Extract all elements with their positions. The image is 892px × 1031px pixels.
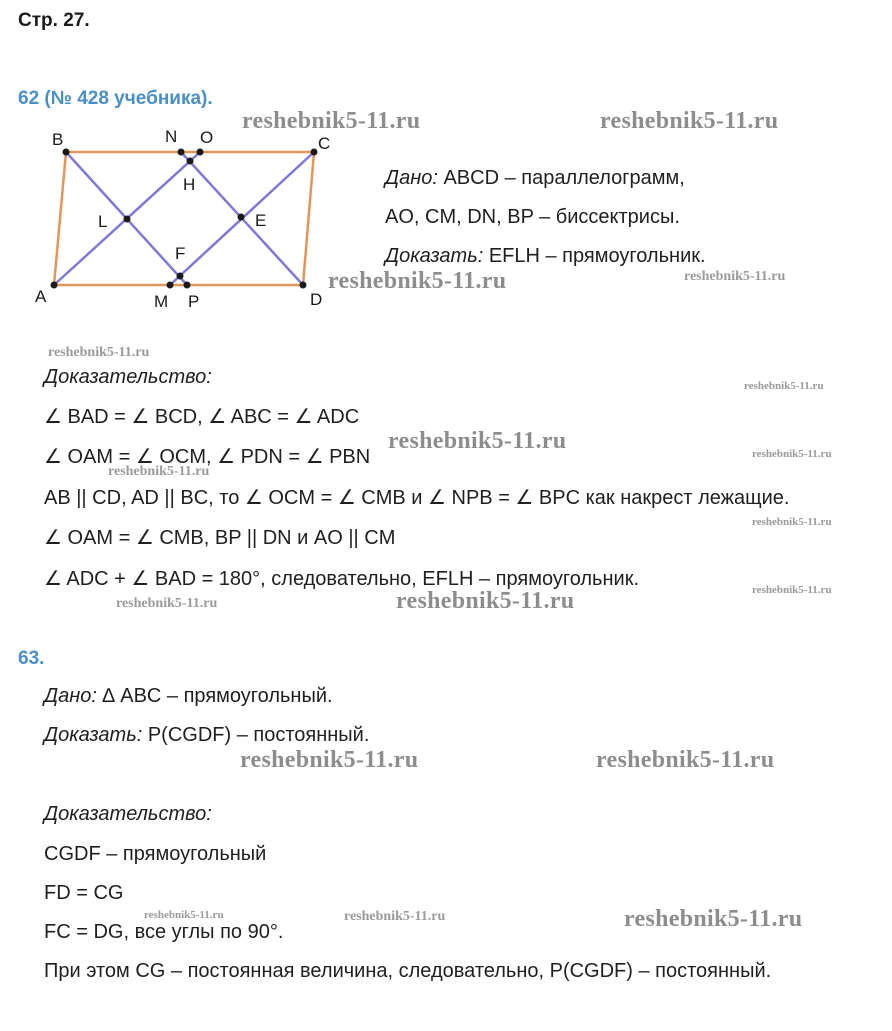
watermark: reshebnik5-11.ru bbox=[328, 268, 507, 294]
watermark: reshebnik5-11.ru bbox=[600, 108, 779, 134]
task-63-proof-line-1: CGDF – прямоугольный bbox=[44, 843, 267, 865]
watermark: reshebnik5-11.ru bbox=[624, 906, 803, 932]
point-o bbox=[197, 149, 204, 156]
task-63-prove bbox=[44, 724, 369, 747]
point-n bbox=[178, 149, 185, 156]
watermark: reshebnik5-11.ru bbox=[240, 747, 419, 773]
prove-text: EFLH – прямоугольник. bbox=[483, 245, 706, 267]
given-label: Дано: bbox=[385, 167, 438, 189]
task-63-heading: 63. bbox=[18, 648, 45, 669]
watermark: reshebnik5-11.ru bbox=[48, 345, 150, 360]
parallelogram-figure bbox=[30, 125, 370, 315]
watermark: reshebnik5-11.ru bbox=[744, 380, 824, 392]
point-b bbox=[63, 149, 70, 156]
point-m bbox=[167, 282, 174, 289]
label-b: B bbox=[52, 130, 64, 149]
watermark: reshebnik5-11.ru bbox=[684, 269, 786, 284]
task-62-proof-line-4: ∠ OAM = ∠ CMB, BP || DN и AO || CM bbox=[44, 527, 396, 549]
label-m: M bbox=[154, 292, 169, 311]
label-f: F bbox=[175, 244, 186, 263]
point-p bbox=[184, 282, 191, 289]
task-62-proof-line-5: ∠ ADC + ∠ BAD = 180°, следовательно, EFLH – прямоугольник. bbox=[44, 568, 639, 590]
watermark: reshebnik5-11.ru bbox=[752, 516, 832, 528]
watermark: reshebnik5-11.ru bbox=[344, 909, 446, 924]
point-l bbox=[124, 216, 131, 223]
task-62-proof-line-1: ∠ BAD = ∠ BCD, ∠ ABC = ∠ ADC bbox=[44, 406, 360, 428]
prove-text: P(CGDF) – постоянный. bbox=[142, 724, 370, 746]
watermark: reshebnik5-11.ru bbox=[752, 584, 832, 596]
label-a: A bbox=[35, 287, 47, 306]
side-ab bbox=[54, 152, 66, 285]
point-h bbox=[187, 158, 194, 165]
watermark: reshebnik5-11.ru bbox=[396, 588, 575, 614]
parallelogram-sides bbox=[54, 152, 314, 285]
label-c: C bbox=[318, 134, 331, 153]
task-62-prove bbox=[385, 245, 706, 268]
label-o: O bbox=[200, 128, 214, 147]
page-number: Стр. 27. bbox=[18, 10, 90, 31]
task-63-given bbox=[44, 685, 333, 708]
task-62-proof-line-3: AB || CD, AD || BC, то ∠ OCM = ∠ CMB и ∠ NPB = ∠ BPC как накрест лежащие. bbox=[44, 487, 790, 509]
label-e: E bbox=[255, 211, 267, 230]
vertex-points bbox=[51, 149, 318, 289]
prove-label: Доказать: bbox=[44, 724, 143, 746]
side-cd bbox=[303, 152, 314, 285]
task-63-proof-line-2: FD = CG bbox=[44, 882, 124, 904]
prove-label: Доказать: bbox=[385, 245, 484, 267]
watermark: reshebnik5-11.ru bbox=[242, 108, 421, 134]
bisectors bbox=[54, 152, 314, 285]
watermark: reshebnik5-11.ru bbox=[388, 428, 567, 454]
given-label: Дано: bbox=[44, 685, 97, 707]
point-e bbox=[238, 214, 245, 221]
task-63-proof-line-4: При этом CG – постоянная величина, следовательно, P(CGDF) – постоянный. bbox=[44, 960, 772, 982]
watermark: reshebnik5-11.ru bbox=[116, 596, 218, 611]
given-text: ∆ ABC – прямоугольный. bbox=[96, 685, 333, 707]
label-h: H bbox=[183, 175, 196, 194]
label-d: D bbox=[310, 290, 323, 309]
task-63-proof-line-3: FC = DG, все углы по 90°. bbox=[44, 921, 284, 943]
watermark: reshebnik5-11.ru bbox=[596, 747, 775, 773]
watermark: reshebnik5-11.ru bbox=[144, 909, 224, 921]
task-62-proof-line-2: ∠ OAM = ∠ OCM, ∠ PDN = ∠ PBN bbox=[44, 446, 371, 468]
label-l: L bbox=[98, 212, 108, 231]
point-a bbox=[51, 282, 58, 289]
watermark: reshebnik5-11.ru bbox=[752, 448, 832, 460]
task-62-heading: 62 (№ 428 учебника). bbox=[18, 88, 213, 109]
task-62-proof-label: Доказательство: bbox=[44, 366, 212, 388]
point-d bbox=[300, 282, 307, 289]
label-p: P bbox=[188, 292, 200, 311]
point-f bbox=[177, 273, 184, 280]
watermark: reshebnik5-11.ru bbox=[108, 464, 210, 479]
task-62-given-2: AO, CM, DN, BP – биссектрисы. bbox=[385, 206, 680, 228]
task-63-proof-label: Доказательство: bbox=[44, 803, 212, 825]
label-n: N bbox=[165, 127, 178, 146]
given-text: ABCD – параллелограмм, bbox=[437, 167, 685, 189]
task-62-given bbox=[385, 167, 685, 190]
point-c bbox=[311, 149, 318, 156]
